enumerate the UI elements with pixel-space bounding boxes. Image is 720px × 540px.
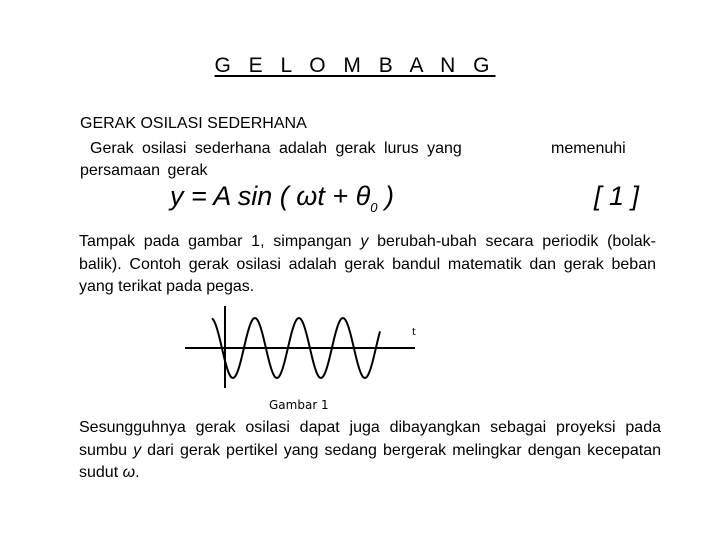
paragraph-2-part-3: . — [135, 464, 140, 481]
omega-symbol: ω — [122, 464, 136, 481]
paragraph-2-part-2: dari gerak pertikel yang sedang bergerak melingkar dengan kecepatan sudut — [79, 441, 662, 481]
paragraph-1-variable: y — [360, 233, 369, 250]
time-axis-label: t — [412, 327, 416, 338]
intro-line-1: Gerak osilasi sederhana adalah gerak lurus yang — [90, 140, 462, 157]
equation-number: [ 1 ] — [594, 181, 640, 211]
equation-lhs: y = A sin ( ωt + θ — [170, 181, 371, 211]
paragraph-1-part-2: berubah-ubah secara periodik (bolak-balik). Contoh gerak osilasi adalah gerak bandul matematik dan gerak beban yang terikat pada pegas. — [79, 233, 656, 295]
equation — [170, 181, 394, 215]
figure-caption: Gambar 1 — [269, 398, 329, 412]
page-title: G E L O M B A N G — [214, 54, 496, 77]
paragraph-2-variable: y — [133, 441, 142, 459]
equation-rhs: ) — [377, 181, 394, 211]
paragraph-1 — [79, 231, 656, 299]
paragraph-2-part-1: Sesungguhnya gerak osilasi dapat juga dibayangkan sebagai proyeksi pada sumbu — [79, 419, 661, 459]
section-heading: GERAK OSILASI SEDERHANA — [80, 115, 307, 132]
paragraph-1-part-1: Tampak pada gambar 1, simpangan — [79, 233, 361, 250]
paragraph-2 — [79, 417, 661, 485]
intro-line-1-end: memenuhi — [551, 140, 626, 157]
equation-subscript: 0 — [370, 200, 378, 215]
intro-line-2: persamaan gerak — [80, 162, 208, 179]
sine-wave-figure — [180, 300, 430, 395]
